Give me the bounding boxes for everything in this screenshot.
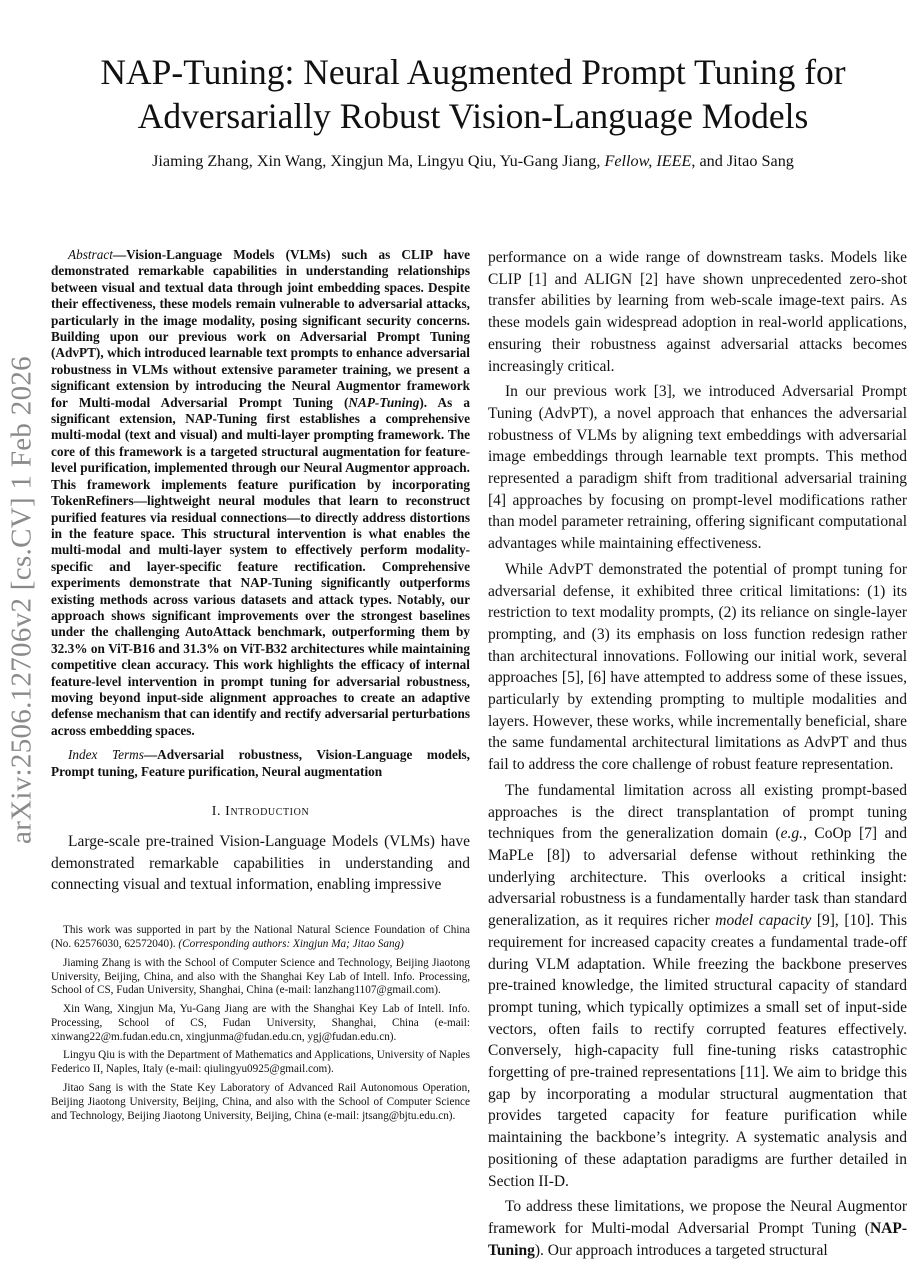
arxiv-sidebar — [0, 0, 44, 1200]
author-names: Jiaming Zhang, Xin Wang, Xingjun Ma, Lingyu Qiu, Yu-Gang Jiang, — [152, 152, 605, 170]
intro-paragraph: Large-scale pre-trained Vision-Language Models (VLMs) have demonstrated remarkable capabilities in understanding and connecting visual and textual information, enabling impressive — [51, 833, 470, 894]
section-heading: I. Introduction — [211, 804, 310, 819]
abstract-label: Abstract — [68, 247, 113, 262]
footnote-affiliation: Jitao Sang is with the State Key Laboratory of Advanced Rail Autonomous Operation, Beijing Jiaotong University, Beijing, China, and also with the School of Computer Science and Technology, Beijing Jiaotong University, Beijing, China (e-mail: jtsang@bjtu.edu.cn). — [51, 1082, 470, 1122]
body-paragraph: The fundamental limitation across all existing prompt-based approaches is the direct transplantation of prompt tuning techniques from the generalization domain (e.g., CoOp [7] and MaPLe [8]) to adversarial defense without rethinking the underlying architecture. This overlooks a critical insight: adversarial robustness is a fundamentally harder task than standard generalization, as it requires richer model capacity [9], [10]. This requirement for increased capacity creates a fundamental trade-off during VLM adaptation. While freezing the backbone preserves pre-trained knowledge, the limited structural capacity of standard prompt tuning, which typically optimizes a small set of input-side vectors, often fails to rectify corrupted features effectively. Conversely, high-capacity full fine-tuning risks catastrophic forgetting of pre-trained representations [11]. We aim to bridge this gap by incorporating a modular structural augmentation that provides targeted capacity for feature purification while maintaining the backbone’s integrity. A systematic analysis and positioning of these adaptation paradigms are further detailed in Section II-D. — [488, 781, 907, 1190]
index-terms-label: Index Terms — [68, 747, 144, 763]
footnote-funding: This work was supported in part by the National Natural Science Foundation of China (No. 62576030, 62572040). (Corresponding authors: Xingjun Ma; Jitao Sang) — [51, 924, 470, 950]
abstract: Abstract—Vision-Language Models (VLMs) such as CLIP have demonstrated remarkable capabilities in understanding relationships between visual and textual data through joint embedding spaces. Despite their effectiveness, these models remain vulnerable to adversarial attacks, particularly in the image modality, posing significant security concerns. Building upon our previous work on Adversarial Prompt Tuning (AdvPT), which introduced learnable text prompts to enhance adversarial robustness in VLMs without extensive parameter training, we present a significant extension by introducing the Neural Augmentor framework for Multi-modal Adversarial Prompt Tuning (NAP-Tuning). As a significant extension, NAP-Tuning first establishes a comprehensive multi-modal (text and visual) and multi-layer prompting framework. The core of this framework is a targeted structural augmentation for feature-level purification, implemented through our Neural Augmentor approach. This framework implements feature purification by incorporating TokenRefiners—lightweight neural modules that learn to reconstruct purified features via residual connections—to directly address distortions in the feature space. This structural intervention is what enables the multi-modal and multi-layer system to effectively perform modality-specific and layer-specific feature rectification. Comprehensive experiments demonstrate that NAP-Tuning significantly outperforms existing methods across various datasets and attack types. Notably, our approach shows significant improvements over the strongest baselines under the challenging AutoAttack benchmark, outperforming them by 32.3% on ViT-B16 and 31.3% on ViT-B32 architectures while maintaining competitive clean accuracy. This work highlights the efficacy of internal feature-level intervention in prompt tuning for adversarial robustness, moving beyond input-side alignment approaches to create an adaptive defense mechanism that can identify and rectify adversarial perturbations across embedding spaces. — [51, 247, 470, 738]
paper-title: NAP-Tuning: Neural Augmented Prompt Tuning for Adversarially Robust Vision-Language Models — [100, 52, 846, 136]
abstract-emph: NAP-Tuning — [348, 394, 420, 410]
arxiv-identifier: arXiv:2506.12706v2 [cs.CV] 1 Feb 2026 — [5, 356, 38, 844]
body-paragraph: To address these limitations, we propose the Neural Augmentor framework for Multi-modal Adversarial Prompt Tuning (NAP-Tuning). Our approach introduces a targeted structural — [488, 1198, 907, 1259]
left-column — [51, 247, 470, 1128]
footnote-affiliation: Xin Wang, Xingjun Ma, Yu-Gang Jiang are with the Shanghai Key Lab of Intell. Info. Processing, School of CS, Fudan University, Shanghai, China (e-mail: xinwang22@m.fudan.edu.cn, xingjunma@fudan.edu.cn, ygj@fudan.edu.cn). — [51, 1003, 470, 1043]
footnotes — [51, 924, 470, 1123]
right-column — [488, 247, 907, 1261]
footnote-affiliation: Jiaming Zhang is with the School of Computer Science and Technology, Beijing Jiaotong University, Beijing, China, and also with the Shanghai Key Lab of Intell. Info. Processing, School of CS, Fudan University, Shanghai, China (e-mail: lanzhang1107@gmail.com). — [51, 956, 470, 997]
author-last: , and Jitao Sang — [691, 152, 794, 170]
index-terms: Index Terms—Adversarial robustness, Vision-Language models, Prompt tuning, Feature purification, Neural augmentation — [51, 747, 470, 779]
body-paragraph: performance on a wide range of downstream tasks. Models like CLIP [1] and ALIGN [2] have shown unprecedented zero-shot transfer abilities by learning from web-scale image-text pairs. As these models gain widespread adoption in real-world applications, ensuring their robustness against adversarial attacks becomes increasingly critical. — [488, 249, 907, 375]
body-paragraph: While AdvPT demonstrated the potential of prompt tuning for adversarial defense, it exhibited three critical limitations: (1) its restriction to text modality prompts, (2) its reliance on single-layer prompting, and (3) its emphasis on loss function redesign rather than architectural innovations. Following our initial work, several approaches [5], [6] have attempted to address some of these issues, particularly by extending prompting to multiple modalities and layers. However, these works, while incrementally beneficial, share the same fundamental architectural limitations as AdvPT and thus fail to address the core challenge of robust feature representation. — [488, 560, 908, 774]
body-paragraph: In our previous work [3], we introduced Adversarial Prompt Tuning (AdvPT), a novel approach that enhances the adversarial robustness of VLMs by aligning text embeddings with adversarial image embeddings through learnable text prompts. This method represented a paradigm shift from traditional adversarial training [4] approaches by focusing on prompt-level modifications rather than model parameter retraining, offering significant computational advantages while maintaining effectiveness. — [488, 383, 907, 553]
footnote-affiliation: Lingyu Qiu is with the Department of Mathematics and Applications, University of Naples Federico II, Naples, Italy (e-mail: qiulingyu0925@gmail.com). — [51, 1049, 470, 1076]
author-fellow: Fellow, IEEE — [604, 152, 692, 170]
author-list — [40, 152, 906, 171]
